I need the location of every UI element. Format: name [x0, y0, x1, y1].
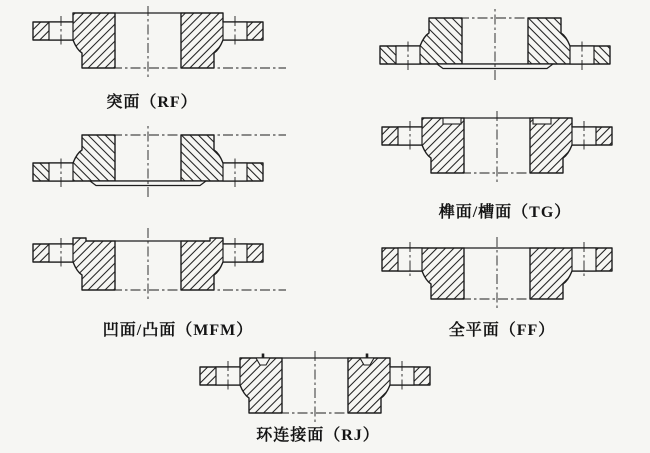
- caption-tongue-groove: 榫面/槽面（TG）: [438, 204, 572, 221]
- drawing-female-face-flange: [28, 227, 298, 301]
- drawing-ring-joint-face-flange: [195, 350, 465, 424]
- drawing-tongue-face-flange: [375, 7, 645, 81]
- drawing-flat-face-flange: [377, 236, 647, 310]
- drawing-raised-face-flange: [28, 5, 298, 79]
- caption-raised-face: 突面（RF）: [106, 94, 198, 111]
- caption-flat-face: 全平面（FF）: [448, 322, 556, 339]
- drawing-groove-face-flange: [377, 110, 647, 184]
- caption-male-female: 凹面/凸面（MFM）: [102, 322, 254, 339]
- drawing-male-face-flange: [28, 124, 298, 198]
- caption-ring-joint: 环连接面（RJ）: [256, 427, 380, 444]
